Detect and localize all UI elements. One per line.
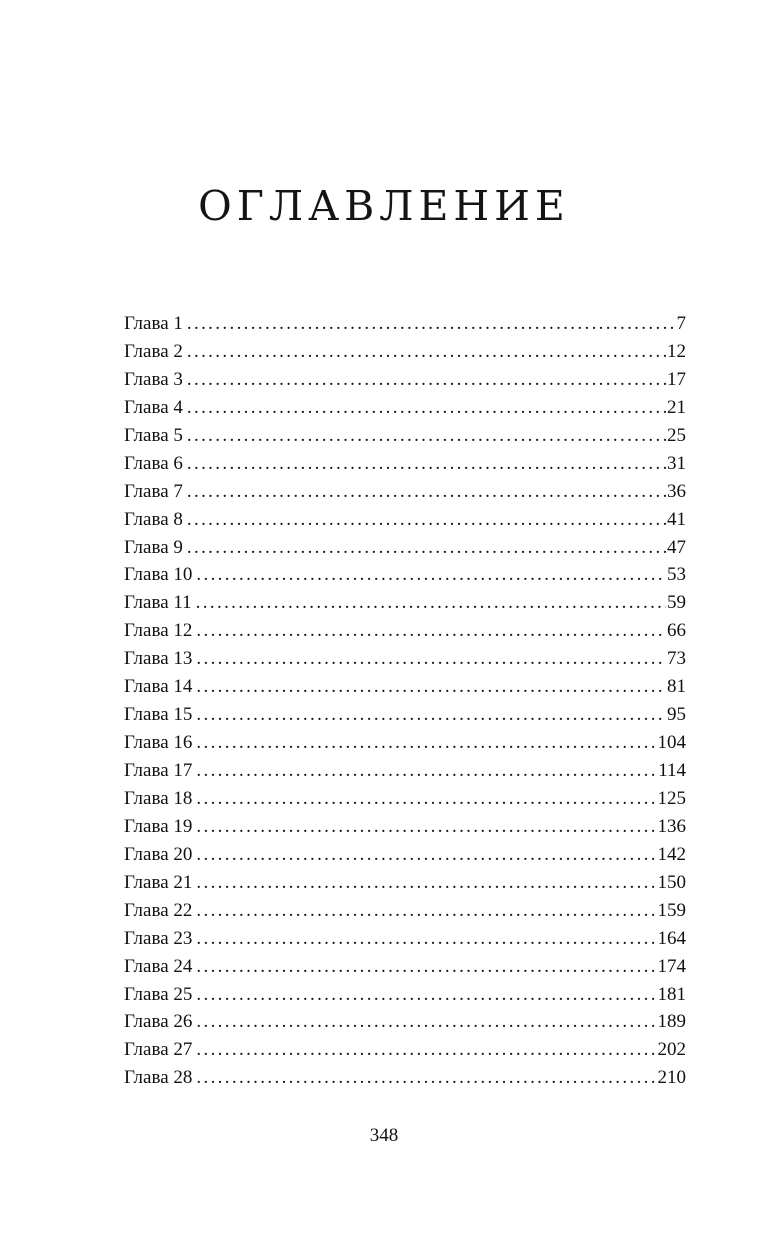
dot-leader <box>187 506 666 534</box>
toc-entry-page: 25 <box>667 424 686 446</box>
dot-leader <box>196 841 656 869</box>
toc-entry-label: Глава 1 <box>124 313 183 334</box>
dot-leader <box>196 785 656 813</box>
toc-entry[interactable] <box>124 897 686 925</box>
dot-leader <box>196 729 656 757</box>
toc-entry-label: Глава 18 <box>124 787 193 809</box>
toc-entry-label: Глава 14 <box>124 676 193 698</box>
dot-leader <box>196 757 657 785</box>
toc-entry[interactable] <box>124 617 686 645</box>
dot-leader <box>187 478 666 506</box>
toc-entry-label: Глава 19 <box>124 815 193 837</box>
toc-entry[interactable] <box>124 981 686 1009</box>
toc-entry[interactable] <box>124 701 686 729</box>
dot-leader <box>196 617 666 645</box>
toc-entry-label: Глава 3 <box>124 368 183 390</box>
dot-leader <box>196 981 656 1009</box>
toc-entry-page: 47 <box>667 536 686 558</box>
toc-entry-page: 159 <box>657 899 686 921</box>
toc-entry-label: Глава 6 <box>124 452 183 474</box>
toc-entry-page: 36 <box>667 480 686 502</box>
toc-entry[interactable] <box>124 1064 686 1092</box>
dot-leader <box>196 953 656 981</box>
toc-entry-page: 164 <box>657 927 686 949</box>
toc-entry-label: Глава 28 <box>124 1067 193 1089</box>
toc-entry-label: Глава 24 <box>124 955 193 977</box>
toc-entry[interactable] <box>124 953 686 981</box>
dot-leader <box>187 534 666 562</box>
toc-entry-label: Глава 22 <box>124 899 193 921</box>
toc-entry-page: 53 <box>667 564 686 586</box>
dot-leader <box>196 589 666 617</box>
dot-leader <box>187 366 666 394</box>
toc-entry-page: 150 <box>657 871 686 893</box>
dot-leader <box>196 561 666 589</box>
toc-entry-page: 81 <box>667 676 686 698</box>
toc-entry-label: Глава 8 <box>124 508 183 530</box>
toc-entry[interactable] <box>124 645 686 673</box>
toc-entry[interactable] <box>124 729 686 757</box>
dot-leader <box>196 645 666 673</box>
dot-leader <box>187 310 676 338</box>
toc-entry-page: 59 <box>667 592 686 614</box>
toc-entry-page: 174 <box>657 955 686 977</box>
dot-leader <box>196 897 656 925</box>
toc-entry[interactable] <box>124 394 686 422</box>
dot-leader <box>196 1008 656 1036</box>
toc-entry-label: Глава 11 <box>124 592 192 614</box>
dot-leader <box>187 422 666 450</box>
table-of-contents <box>124 310 686 1092</box>
page-title: ОГЛАВЛЕНИЕ <box>198 182 570 230</box>
dot-leader <box>196 673 666 701</box>
toc-entry-label: Глава 26 <box>124 1011 193 1033</box>
dot-leader <box>196 701 666 729</box>
toc-entry[interactable] <box>124 785 686 813</box>
dot-leader <box>187 394 666 422</box>
toc-entry-page: 210 <box>657 1067 686 1089</box>
toc-entry-page: 66 <box>667 620 686 642</box>
toc-entry-label: Глава 17 <box>124 760 193 781</box>
toc-entry-page: 12 <box>667 340 686 362</box>
toc-entry-label: Глава 12 <box>124 620 193 642</box>
toc-entry-page: 73 <box>667 648 686 670</box>
toc-entry-label: Глава 20 <box>124 843 193 865</box>
toc-entry-page: 136 <box>657 815 686 837</box>
toc-entry-page: 21 <box>667 396 686 418</box>
toc-entry-label: Глава 7 <box>124 480 183 502</box>
toc-entry[interactable] <box>124 338 686 366</box>
toc-entry[interactable] <box>124 422 686 450</box>
toc-entry-label: Глава 27 <box>124 1039 193 1061</box>
dot-leader <box>196 813 656 841</box>
toc-entry-label: Глава 4 <box>124 396 183 418</box>
dot-leader <box>196 1036 656 1064</box>
toc-entry-page: 189 <box>657 1011 686 1033</box>
toc-entry-page: 202 <box>657 1039 686 1061</box>
toc-entry[interactable] <box>124 813 686 841</box>
toc-entry[interactable] <box>124 366 686 394</box>
dot-leader <box>187 338 666 366</box>
toc-entry[interactable] <box>124 478 686 506</box>
toc-entry-page: 181 <box>657 983 686 1005</box>
toc-entry-page: 142 <box>657 843 686 865</box>
toc-entry-label: Глава 25 <box>124 983 193 1005</box>
toc-entry-label: Глава 10 <box>124 564 193 586</box>
toc-entry-page: 114 <box>658 760 686 781</box>
toc-entry-page: 7 <box>676 313 686 334</box>
toc-entry[interactable] <box>124 757 686 785</box>
toc-entry[interactable] <box>124 673 686 701</box>
toc-entry[interactable] <box>124 1008 686 1036</box>
toc-entry-page: 17 <box>667 368 686 390</box>
toc-entry-label: Глава 15 <box>124 704 193 726</box>
toc-entry[interactable] <box>124 450 686 478</box>
toc-entry[interactable] <box>124 1036 686 1064</box>
dot-leader <box>187 450 666 478</box>
dot-leader <box>196 1064 656 1092</box>
toc-entry[interactable] <box>124 925 686 953</box>
toc-entry[interactable] <box>124 506 686 534</box>
toc-entry-page: 41 <box>667 508 686 530</box>
page-number: 348 <box>369 1125 399 1146</box>
toc-entry-label: Глава 23 <box>124 927 193 949</box>
toc-entry[interactable] <box>124 310 686 338</box>
toc-entry-label: Глава 13 <box>124 648 193 670</box>
toc-entry[interactable] <box>124 589 686 617</box>
toc-entry-label: Глава 16 <box>124 732 193 754</box>
toc-entry[interactable] <box>124 841 686 869</box>
toc-entry[interactable] <box>124 534 686 562</box>
toc-entry-label: Глава 9 <box>124 536 183 558</box>
toc-entry-page: 104 <box>657 732 686 754</box>
dot-leader <box>196 869 656 897</box>
toc-entry-label: Глава 5 <box>124 424 183 446</box>
toc-entry-page: 95 <box>667 704 686 726</box>
toc-entry[interactable] <box>124 561 686 589</box>
dot-leader <box>196 925 656 953</box>
toc-entry-label: Глава 21 <box>124 871 193 893</box>
toc-entry-page: 125 <box>657 787 686 809</box>
toc-entry[interactable] <box>124 869 686 897</box>
toc-entry-page: 31 <box>667 452 686 474</box>
toc-entry-label: Глава 2 <box>124 340 183 362</box>
